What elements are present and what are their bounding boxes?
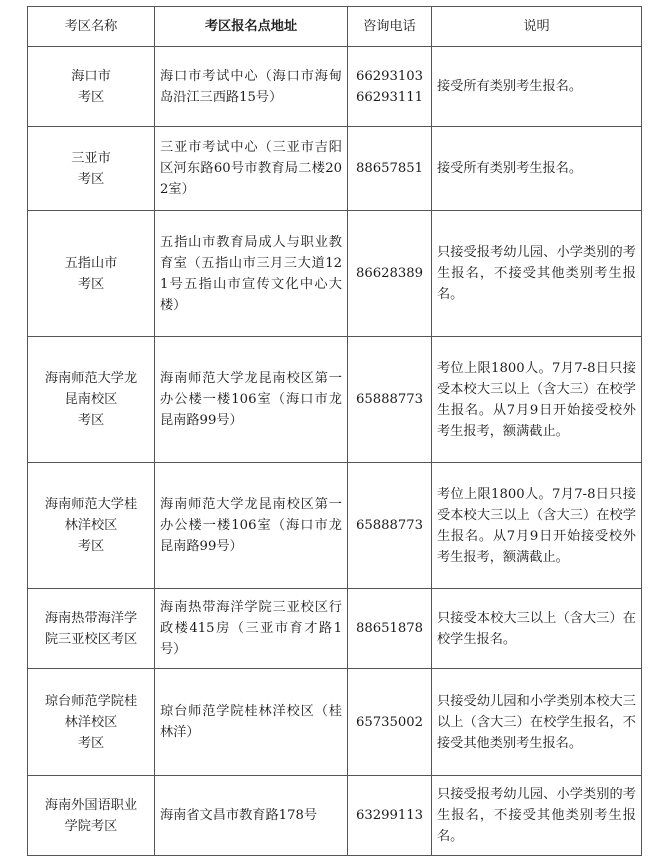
exam-area-name-cell: 琼台师范学院桂 林洋校区 考区 bbox=[28, 669, 155, 776]
exam-area-name-cell: 海南外国语职业 学院考区 bbox=[28, 776, 155, 856]
phone-cell: 88651878 bbox=[348, 589, 432, 669]
phone-cell: 65888773 bbox=[348, 463, 432, 589]
exam-area-name-cell: 海南师范大学桂 林洋校区 考区 bbox=[28, 463, 155, 589]
table-row bbox=[28, 669, 642, 776]
phone-cell: 88657851 bbox=[348, 127, 432, 211]
table-row bbox=[28, 589, 642, 669]
phone-cell: 66293103 66293111 bbox=[348, 47, 432, 127]
note-cell: 接受所有类别考生报名。 bbox=[432, 127, 642, 211]
phone-cell: 63299113 bbox=[348, 776, 432, 856]
phone-cell: 86628389 bbox=[348, 211, 432, 337]
note-cell: 只接受报考幼儿园、小学类别的考生报名，不接受其他类别考生报名。 bbox=[432, 211, 642, 337]
address-cell: 三亚市考试中心（三亚市吉阳区河东路60号市教育局二楼202室） bbox=[155, 127, 348, 211]
header-registration-address: 考区报名点地址 bbox=[155, 7, 348, 47]
phone-cell: 65888773 bbox=[348, 337, 432, 463]
table-row bbox=[28, 211, 642, 337]
table-row bbox=[28, 337, 642, 463]
note-cell: 考位上限1800人。7月7-8日只接受本校大三以上（含大三）在校学生报名。从7月9日开始接受校外考生报考，额满截止。 bbox=[432, 463, 642, 589]
exam-area-name-cell: 海南师范大学龙 昆南校区 考区 bbox=[28, 337, 155, 463]
header-phone: 咨询电话 bbox=[348, 7, 432, 47]
note-cell: 考位上限1800人。7月7-8日只接受本校大三以上（含大三）在校学生报名。从7月9日开始接受校外考生报考，额满截止。 bbox=[432, 337, 642, 463]
header-exam-area-name: 考区名称 bbox=[28, 7, 155, 47]
exam-area-name-cell: 五指山市 考区 bbox=[28, 211, 155, 337]
header-notes: 说明 bbox=[432, 7, 642, 47]
address-cell: 海口市考试中心（海口市海甸岛沿江三西路15号） bbox=[155, 47, 348, 127]
note-cell: 接受所有类别考生报名。 bbox=[432, 47, 642, 127]
phone-cell: 65735002 bbox=[348, 669, 432, 776]
table-row bbox=[28, 47, 642, 127]
address-cell: 海南省文昌市教育路178号 bbox=[155, 776, 348, 856]
exam-area-name-cell: 海南热带海洋学 院三亚校区考区 bbox=[28, 589, 155, 669]
table-row bbox=[28, 127, 642, 211]
address-cell: 海南师范大学龙昆南校区第一办公楼一楼106室（海口市龙昆南路99号） bbox=[155, 337, 348, 463]
note-cell: 只接受本校大三以上（含大三）在校学生报名。 bbox=[432, 589, 642, 669]
address-cell: 海南师范大学龙昆南校区第一办公楼一楼106室（海口市龙昆南路99号） bbox=[155, 463, 348, 589]
address-cell: 琼台师范学院桂林洋校区（桂林洋） bbox=[155, 669, 348, 776]
address-cell: 海南热带海洋学院三亚校区行政楼415房（三亚市育才路1号） bbox=[155, 589, 348, 669]
exam-area-name-cell: 海口市 考区 bbox=[28, 47, 155, 127]
table-container bbox=[27, 6, 642, 856]
note-cell: 只接受幼儿园和小学类别本校大三以上（含大三）在校学生报名，不接受其他类别考生报名。 bbox=[432, 669, 642, 776]
note-cell: 只接受报考幼儿园、小学类别的考生报名，不接受其他类别考生报名。 bbox=[432, 776, 642, 856]
exam-area-name-cell: 三亚市 考区 bbox=[28, 127, 155, 211]
address-cell: 五指山市教育局成人与职业教育室（五指山市三月三大道121号五指山市宣传文化中心大楼） bbox=[155, 211, 348, 337]
header-row bbox=[28, 7, 642, 47]
table-row bbox=[28, 463, 642, 589]
table-row bbox=[28, 776, 642, 856]
exam-area-table bbox=[27, 6, 642, 856]
